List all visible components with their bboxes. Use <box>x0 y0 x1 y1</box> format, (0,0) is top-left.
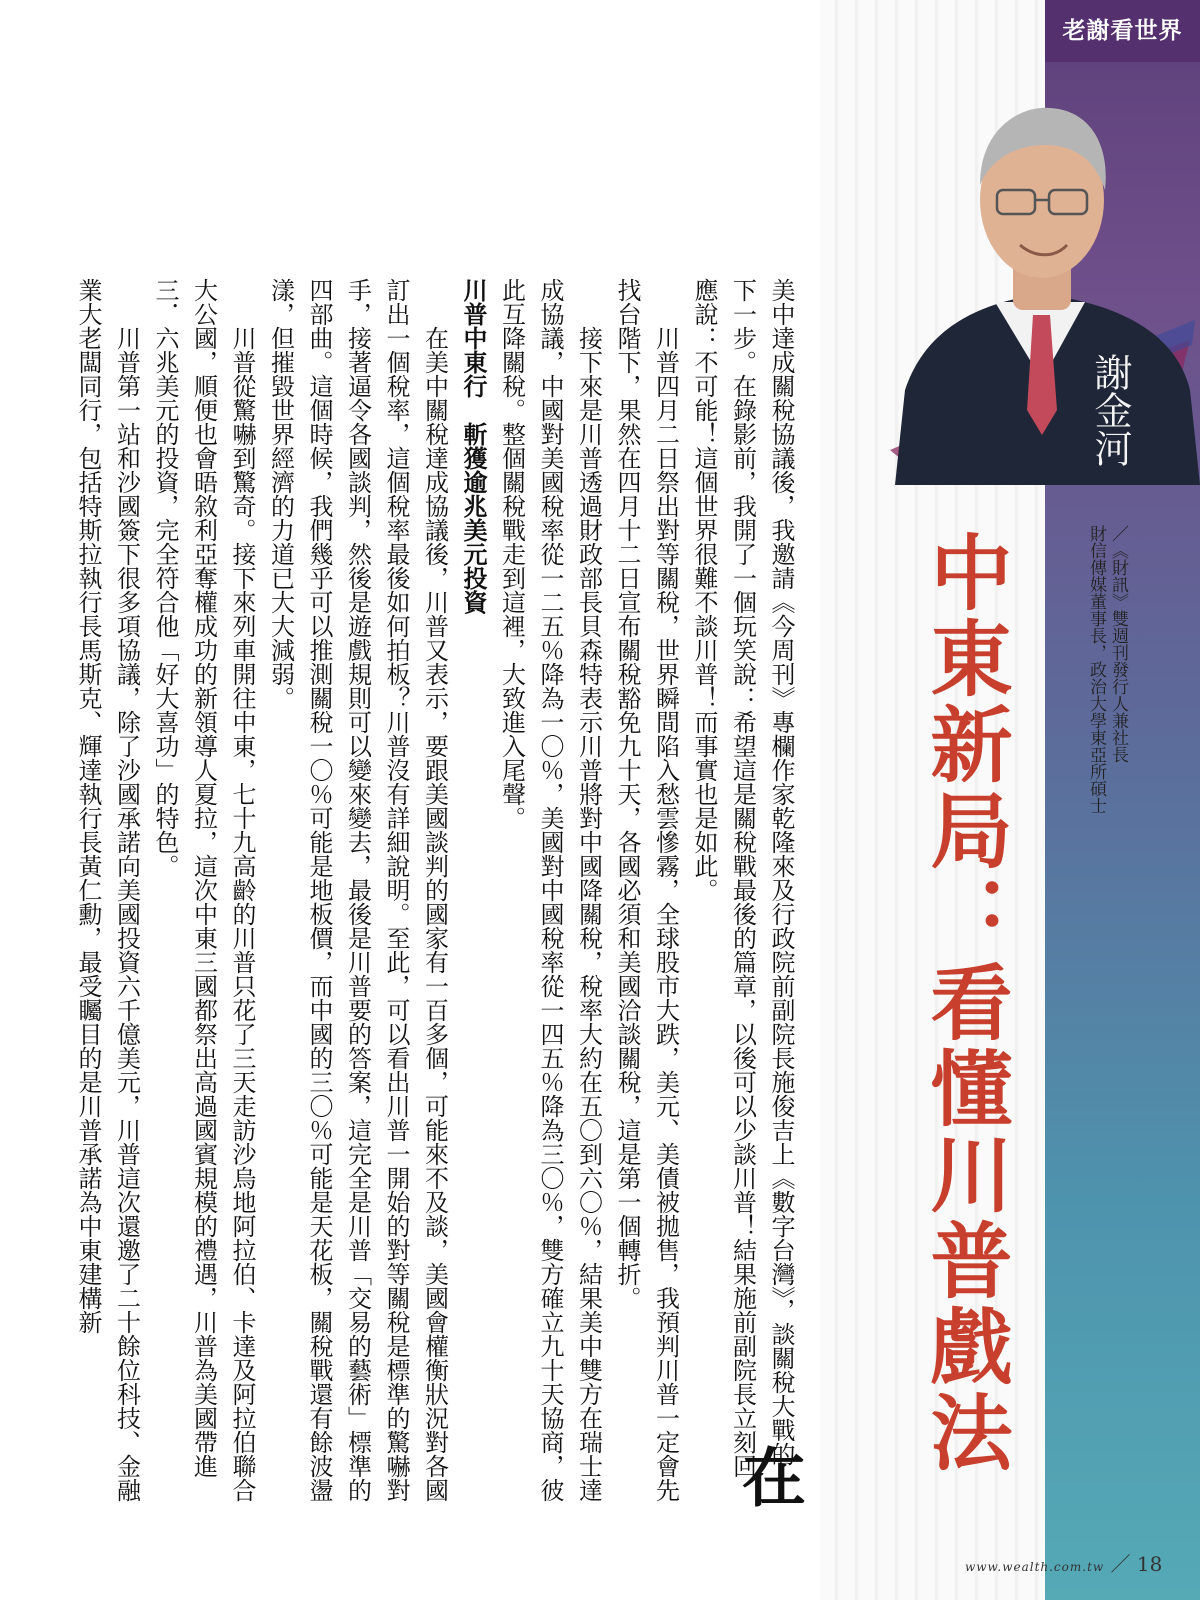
paragraph-2: 川普四月二日祭出對等關稅，世界瞬間陷入愁雲慘霧，全球股市大跌，美元、美債被拋售，我預判川普一定會先找台階下，果然在四月十二日宣布關稅豁免九十天，各國必須和美國洽談關稅，這是第一個轉折。 <box>613 278 680 1502</box>
author-portrait <box>885 90 1200 485</box>
column-tag: 老謝看世界 <box>1045 0 1200 62</box>
author-title-line1: ／《財訊》雙週刊發行人兼社長 <box>1108 525 1128 763</box>
section-subheading: 川普中東行 斬獲逾兆美元投資 <box>459 278 488 614</box>
paragraph-1-text: 美中達成關稅協議後，我邀請《今周刊》專欄作家乾隆來及行政院前副院長施俊吉上《數字台灣》，談關稅大戰的下一步。在錄影前，我開了一個玩笑說：希望這是關稅戰最後的篇章，以後可以少談川普！結果施前副院長立刻回應說：不可能！這個世界很難不談川普！而事實也是如此。 <box>690 278 795 1478</box>
drop-cap: 在 <box>731 1444 806 1508</box>
article-body <box>74 278 806 1508</box>
paragraph-5: 川普從驚嚇到驚奇。接下來列車開往中東，七十九高齡的川普只花了三天走訪沙烏地阿拉伯、卡達及阿拉伯聯合大公國，順便也會晤敘利亞奪權成功的新領導人夏拉，這次中東三國都祭出高過國賓規模的禮遇，川普為美國帶進三．六兆美元的投資，完全符合他「好大喜功」的特色。 <box>151 278 256 1502</box>
paragraph-6: 川普第一站和沙國簽下很多項協議，除了沙國承諾向美國投資六千億美元，川普這次還邀了二十餘位科技、金融業大老闆同行，包括特斯拉執行長馬斯克、輝達執行長黃仁勳，最受矚目的是川普承諾為中東建構新 <box>74 278 141 1502</box>
paragraph-3: 接下來是川普透過財政部長貝森特表示川普將對中國降關稅，稅率大約在五〇到六〇％，結果美中雙方在瑞士達成協議，中國對美國稅率從一二五％降為一〇％，美國對中國稅率從一四五％降為三〇％，雙方確立九十天協商，彼此互降關稅。整個關稅戰走到這裡，大致進入尾聲。 <box>497 278 603 1502</box>
author-title <box>1085 525 1129 885</box>
author-signature <box>1080 353 1140 550</box>
footer-url: www.wealth.com.tw <box>965 1560 1105 1574</box>
footer-separator: ／ <box>1110 1552 1131 1576</box>
paragraph-1 <box>685 278 806 1508</box>
page-number: 18 <box>1136 1552 1163 1576</box>
paragraph-4: 在美中關稅達成協議後，川普又表示，要跟美國談判的國家有一百多個，可能來不及談，美國會權衡狀況對各國訂出一個稅率，這個稅率最後如何拍板？川普沒有詳細說明。至此，可以看出川普一開始的對等關稅是標準的驚嚇對手，接著逼令各國談判，然後是遊戲規則可以變來變去，最後是川普要的答案，這完全是川普「交易的藝術」標準的四部曲。這個時候，我們幾乎可以推測關稅一〇％可能是地板價，而中國的三〇％可能是天花板，關稅戰還有餘波盪漾，但摧毀世界經濟的力道已大大減弱。 <box>266 278 449 1502</box>
svg-text:謝金河: 謝金河 <box>1088 353 1132 467</box>
page-footer <box>965 1548 1162 1588</box>
author-title-line2: 財信傳媒董事長，政治大學東亞所碩士 <box>1086 525 1106 814</box>
article-headline: 中東新局：看懂川普戲法 <box>917 530 1013 1476</box>
